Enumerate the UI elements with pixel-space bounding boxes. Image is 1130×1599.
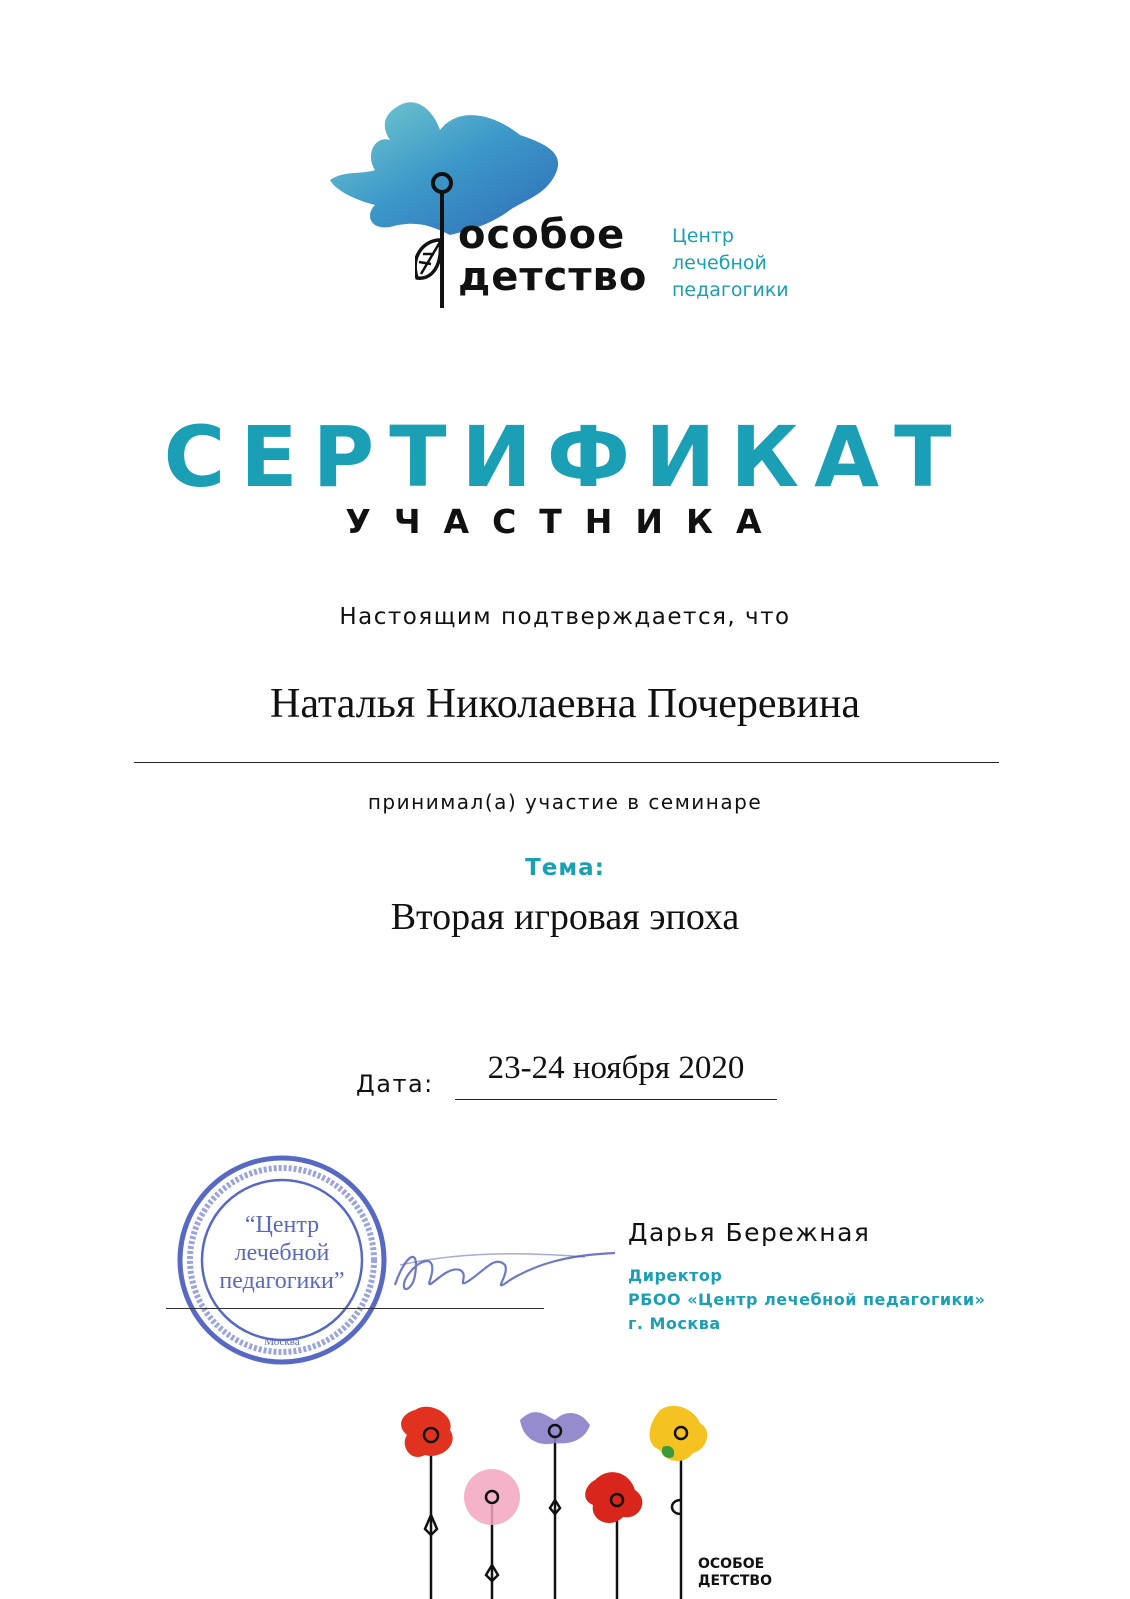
handwritten-signature [385,1225,625,1315]
flower-red-icon [401,1407,453,1457]
logo-subtitle-line: педагогики [672,279,789,301]
logo-word-osoboe: особое [458,212,626,258]
flower-purple-icon [520,1412,590,1444]
signer-role-line: Директор [628,1266,723,1285]
topic-label: Тема: [525,855,605,881]
logo-subtitle-line: лечебной [672,252,767,274]
signer-name: Дарья Бережная [628,1218,871,1247]
logo-subtitle [672,223,789,304]
signer-role [628,1264,985,1336]
organization-stamp [172,1150,392,1370]
signer-role-line: г. Москва [628,1314,721,1333]
footer-logo-line: ОСОБОЕ [698,1556,765,1572]
stamp-line: лечебной [234,1240,330,1266]
participant-name: Наталья Николаевна Почеревина [270,681,860,727]
certificate-title: СЕРТИФИКАТ [163,408,967,506]
flower-red-small-icon [585,1472,642,1523]
date-value: 23-24 ноября 2020 [487,1050,745,1086]
logo-subtitle-line: Центр [672,225,734,247]
logo-word-detstvo: детство [458,254,648,300]
stamp-line: “Центр [244,1212,320,1238]
flower-pink-icon [464,1469,520,1525]
certificate-subtitle: УЧАСТНИКА [345,502,785,541]
flowers-illustration [395,1405,725,1599]
confirm-text: Настоящим подтверждается, что [339,604,791,630]
signer-role-line: РБОО «Центр лечебной педагогики» [628,1290,986,1309]
flower-yellow-icon [649,1406,707,1461]
stamp-line: педагогики” [219,1268,345,1294]
topic-text: Вторая игровая эпоха [390,896,740,938]
footer-logo-line: ДЕТСТВО [698,1573,772,1589]
leaf-icon [415,240,440,278]
name-underline [134,762,999,763]
participated-text: принимал(а) участие в семинаре [367,790,763,814]
date-label: Дата: [356,1070,434,1098]
stamp-city: Москва [264,1336,300,1348]
date-underline [455,1099,777,1100]
